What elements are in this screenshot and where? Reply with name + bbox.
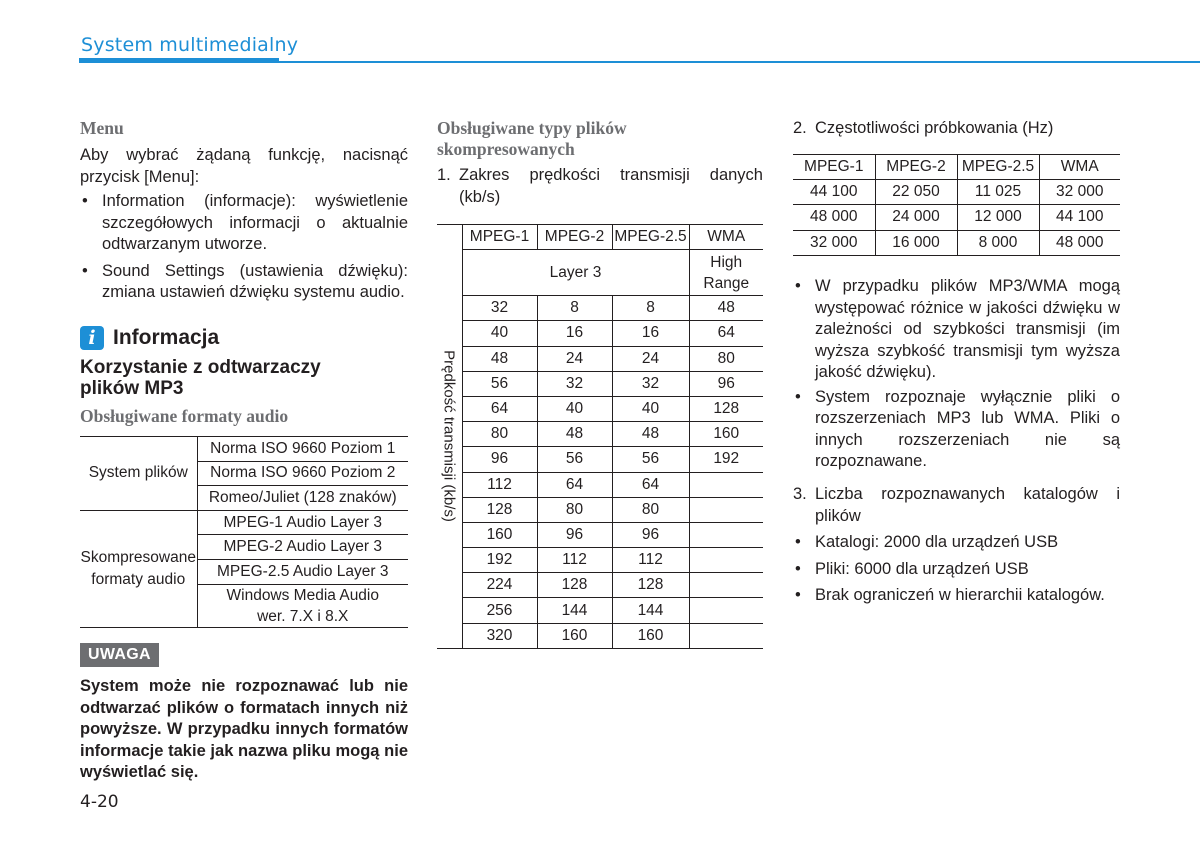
table-cell: 32 000 bbox=[793, 230, 875, 255]
table-row bbox=[793, 230, 1120, 255]
table-cell: 40 bbox=[462, 321, 537, 346]
table-cell: 32 000 bbox=[1039, 180, 1120, 205]
table-cell: 64 bbox=[462, 396, 537, 421]
table-row bbox=[80, 510, 408, 535]
table-cell: 224 bbox=[462, 573, 537, 598]
table-cell: Romeo/Juliet (128 znaków) bbox=[197, 486, 408, 511]
table-row bbox=[793, 180, 1120, 205]
sampling-item: 2. Częstotliwości próbkowania (Hz) bbox=[793, 119, 1054, 137]
table-cell: 16 000 bbox=[875, 230, 957, 255]
table-header-cell: WMA bbox=[1039, 155, 1120, 180]
table-cell: 96 bbox=[537, 522, 612, 547]
table-cell: 80 bbox=[612, 497, 689, 522]
table-row bbox=[437, 548, 763, 573]
table-row bbox=[437, 573, 763, 598]
table-cell bbox=[689, 573, 763, 598]
table-cell bbox=[689, 548, 763, 573]
table-cell: 48 bbox=[537, 422, 612, 447]
info-box-header bbox=[80, 326, 219, 350]
table-cell: 128 bbox=[689, 396, 763, 421]
table-cell: 40 bbox=[537, 396, 612, 421]
table-cell bbox=[689, 497, 763, 522]
side-label: Prędkość transmisji (kb/s) bbox=[440, 350, 458, 523]
table-header-row bbox=[437, 225, 763, 250]
table-cell: 64 bbox=[537, 472, 612, 497]
table-header-cell: MPEG-2 bbox=[537, 225, 612, 250]
table-header-cell: MPEG-2 bbox=[875, 155, 957, 180]
table-cell: 24 bbox=[537, 346, 612, 371]
table-cell: 64 bbox=[689, 321, 763, 346]
list-item: • Pliki: 6000 dla urządzeń USB bbox=[795, 559, 1029, 578]
table-cell: 128 bbox=[612, 573, 689, 598]
table-cell: 192 bbox=[689, 447, 763, 472]
table-cell: 48 000 bbox=[793, 205, 875, 230]
table-cell bbox=[689, 472, 763, 497]
table-cell: 192 bbox=[462, 548, 537, 573]
table-cell: 56 bbox=[612, 447, 689, 472]
table-cell: 32 bbox=[612, 371, 689, 396]
table-cell: 16 bbox=[612, 321, 689, 346]
table-cell: 16 bbox=[537, 321, 612, 346]
table-cell: Skompresowane formaty audio bbox=[80, 510, 197, 627]
menu-heading: Menu bbox=[80, 118, 124, 138]
table-cell: 32 bbox=[462, 296, 537, 321]
bitrate-item: 1. Zakres prędkości transmisji danych (kb/s) bbox=[437, 166, 763, 206]
table-cell: 160 bbox=[462, 522, 537, 547]
table-cell bbox=[689, 623, 763, 648]
table-row bbox=[437, 346, 763, 371]
warning-text: System może nie rozpoznawać lub nie odtwarzać plików o formatach innych niż powyższe. W przypadku innych formatów informacje takie jak nazwa pliku mogą nie wyświetlać się. bbox=[80, 677, 408, 781]
page-number: 4-20 bbox=[80, 792, 119, 812]
table-cell: 24 000 bbox=[875, 205, 957, 230]
table-cell: 48 bbox=[462, 346, 537, 371]
menu-text: Aby wybrać żądaną funkcję, nacisnąć przycisk [Menu]: bbox=[80, 146, 408, 186]
list-item: • Information (informacje): wyświetlenie szczegółowych informacji o aktualnie odtwarzanym utworze. bbox=[82, 192, 408, 253]
table-cell: 48 bbox=[612, 422, 689, 447]
table-cell: 160 bbox=[537, 623, 612, 648]
list-item: • Katalogi: 2000 dla urządzeń USB bbox=[795, 533, 1059, 551]
table-cell: 56 bbox=[537, 447, 612, 472]
table-cell: 96 bbox=[689, 371, 763, 396]
table-cell: 80 bbox=[537, 497, 612, 522]
table-header-cell: MPEG-1 bbox=[793, 155, 875, 180]
table-cell: 112 bbox=[612, 548, 689, 573]
section-title: System multimedialny bbox=[81, 34, 299, 56]
header-rule-accent bbox=[79, 58, 279, 63]
bitrate-table bbox=[437, 224, 763, 649]
info-label: Informacja bbox=[113, 326, 220, 349]
list-item: • W przypadku plików MP3/WMA mogą występować różnice w jakości dźwięku w zależności od szybkości transmisji (im wyższa szybkość transmisji tym wyższa jakość dźwięku). bbox=[795, 277, 1120, 381]
table-cell: 80 bbox=[462, 422, 537, 447]
table-header-cell: MPEG-1 bbox=[462, 225, 537, 250]
table-cell: 144 bbox=[612, 598, 689, 623]
table-cell: 22 050 bbox=[875, 180, 957, 205]
table-cell: 11 025 bbox=[957, 180, 1039, 205]
table-cell: 160 bbox=[612, 623, 689, 648]
sampling-table bbox=[793, 154, 1120, 256]
table-row bbox=[437, 497, 763, 522]
table-cell: 44 100 bbox=[793, 180, 875, 205]
notes-bullet-list bbox=[793, 276, 1120, 473]
table-cell: 24 bbox=[612, 346, 689, 371]
table-cell: 48 000 bbox=[1039, 230, 1120, 255]
table-cell bbox=[689, 598, 763, 623]
types-heading: Obsługiwane typy plików skompresowanych bbox=[437, 118, 627, 159]
table-cell: High Range bbox=[689, 250, 763, 296]
table-cell: Windows Media Audio wer. 7.X i 8.X bbox=[197, 584, 408, 627]
folders-item: 3. Liczba rozpoznawanych katalogów i plików bbox=[793, 485, 1120, 525]
table-row bbox=[437, 447, 763, 472]
table-cell: 128 bbox=[462, 497, 537, 522]
table-row bbox=[437, 623, 763, 648]
table-cell: 64 bbox=[612, 472, 689, 497]
table-header-cell: MPEG-2.5 bbox=[612, 225, 689, 250]
table-row bbox=[437, 522, 763, 547]
table-row bbox=[437, 321, 763, 346]
table-row bbox=[437, 598, 763, 623]
list-item: • Sound Settings (ustawienia dźwięku): zmiana ustawień dźwięku systemu audio. bbox=[82, 261, 408, 301]
table-header-cell: WMA bbox=[689, 225, 763, 250]
table-cell: Norma ISO 9660 Poziom 2 bbox=[197, 461, 408, 486]
table-cell: 320 bbox=[462, 623, 537, 648]
table-cell: 56 bbox=[462, 371, 537, 396]
table-cell: 96 bbox=[612, 522, 689, 547]
table-row bbox=[793, 205, 1120, 230]
table-cell: 96 bbox=[462, 447, 537, 472]
table-cell: 40 bbox=[612, 396, 689, 421]
table-cell: 8 bbox=[612, 296, 689, 321]
table-cell: 12 000 bbox=[957, 205, 1039, 230]
table-header-row bbox=[793, 155, 1120, 180]
formats-heading: Obsługiwane formaty audio bbox=[80, 406, 289, 426]
table-cell: Layer 3 bbox=[462, 250, 689, 296]
formats-table bbox=[80, 436, 408, 628]
table-cell: MPEG-2.5 Audio Layer 3 bbox=[197, 559, 408, 584]
info-icon: i bbox=[80, 326, 104, 350]
table-cell: MPEG-1 Audio Layer 3 bbox=[197, 510, 408, 535]
table-row bbox=[437, 422, 763, 447]
table-cell: 128 bbox=[537, 573, 612, 598]
table-cell: 48 bbox=[689, 296, 763, 321]
table-header-cell: MPEG-2.5 bbox=[957, 155, 1039, 180]
table-row bbox=[437, 250, 763, 296]
table-cell: 44 100 bbox=[1039, 205, 1120, 230]
table-cell: System plików bbox=[80, 437, 197, 511]
side-label-cell bbox=[437, 225, 462, 649]
table-cell: MPEG-2 Audio Layer 3 bbox=[197, 535, 408, 560]
table-cell: 32 bbox=[537, 371, 612, 396]
table-row bbox=[80, 437, 408, 462]
table-cell bbox=[689, 522, 763, 547]
table-cell: 160 bbox=[689, 422, 763, 447]
table-cell: 144 bbox=[537, 598, 612, 623]
table-row bbox=[437, 396, 763, 421]
table-cell: 256 bbox=[462, 598, 537, 623]
table-cell: 8 bbox=[537, 296, 612, 321]
table-row bbox=[437, 472, 763, 497]
table-cell: 80 bbox=[689, 346, 763, 371]
warning-badge: UWAGA bbox=[80, 643, 159, 667]
table-row bbox=[437, 296, 763, 321]
list-item: • System rozpoznaje wyłącznie pliki o rozszerzeniach MP3 lub WMA. Pliki o innych rozszerzeniach nie są rozpoznawane. bbox=[795, 387, 1120, 470]
limits-bullet-list bbox=[793, 532, 1120, 607]
table-row bbox=[437, 371, 763, 396]
table-cell: Norma ISO 9660 Poziom 1 bbox=[197, 437, 408, 462]
table-cell: 112 bbox=[462, 472, 537, 497]
table-cell: 112 bbox=[537, 548, 612, 573]
menu-bullet-list bbox=[80, 191, 408, 304]
table-cell: 8 000 bbox=[957, 230, 1039, 255]
mp3-heading: Korzystanie z odtwarzaczy plików MP3 bbox=[80, 357, 321, 399]
list-item: • Brak ograniczeń w hierarchii katalogów. bbox=[795, 586, 1105, 604]
